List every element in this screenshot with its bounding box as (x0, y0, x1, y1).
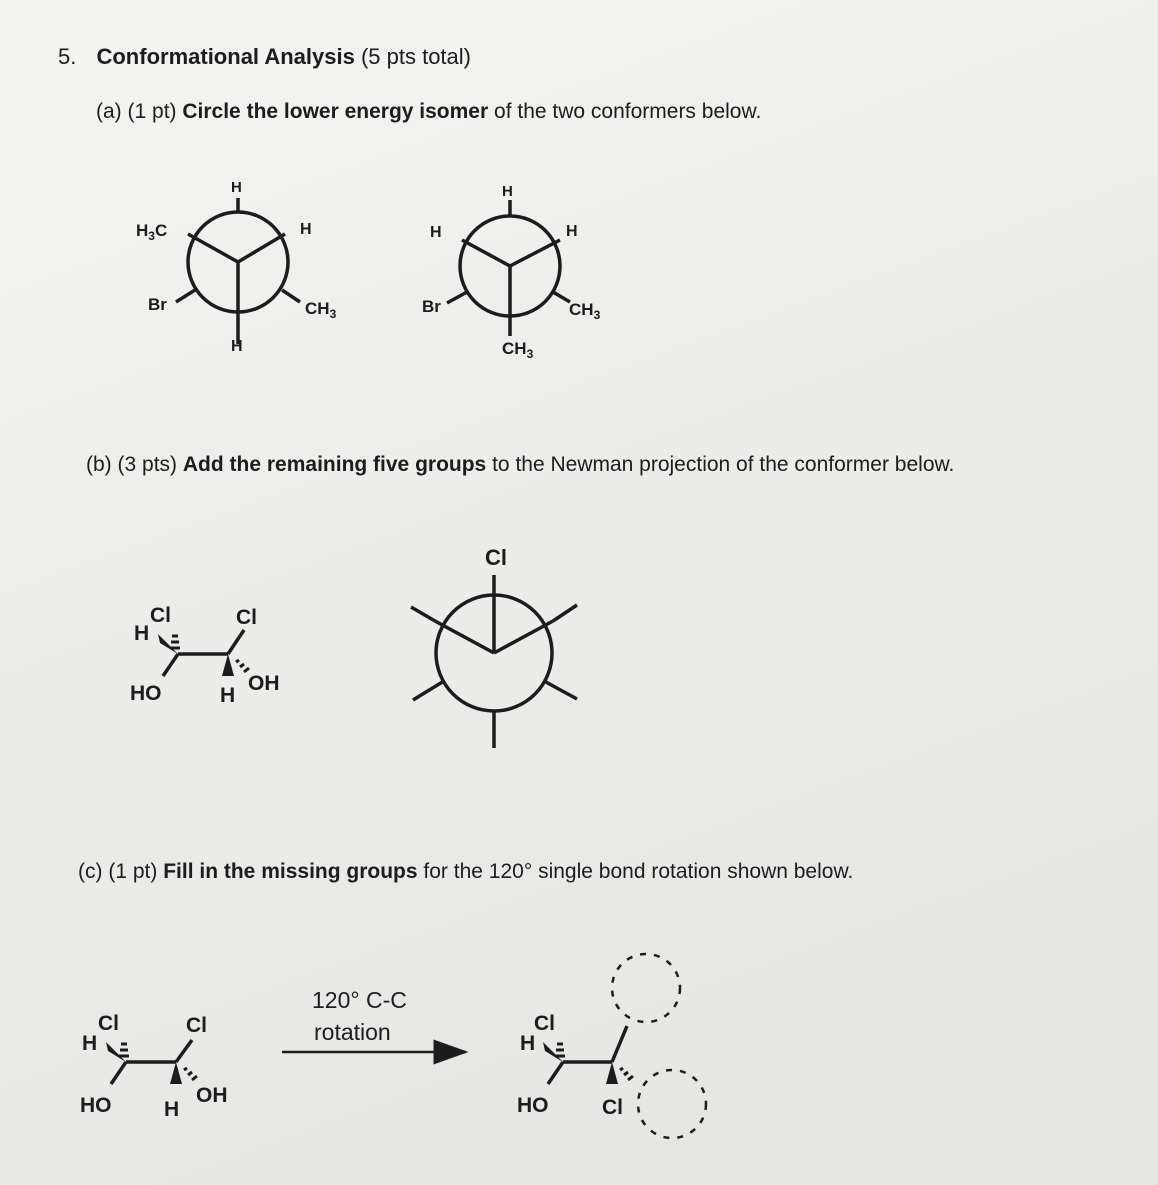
answer-circle-bottom[interactable] (638, 1070, 706, 1138)
part-c-left-c2-oh: OH (196, 1084, 228, 1107)
conformer-1-front-top: H (231, 179, 242, 196)
part-c-left-c1-ho: HO (80, 1094, 112, 1117)
part-b-newman[interactable] (411, 575, 577, 748)
part-b-newman-given-cl: Cl (485, 545, 507, 570)
part-c-right-labels (517, 1012, 623, 1119)
part-c-left-labels (80, 1012, 228, 1121)
back-bond-lower-right (282, 290, 300, 302)
conformer-2-front-top: H (502, 183, 513, 200)
part-a-bold: Circle the lower energy isomer (182, 100, 489, 123)
part-c-mid: for the (423, 860, 483, 883)
part-a-label: (a) (96, 100, 122, 123)
part-b-bold: Add the remaining five groups (182, 453, 487, 476)
part-c-right-structure (548, 1026, 633, 1084)
part-c-left-wedge-h2 (170, 1062, 182, 1084)
part-c-bold: Fill in the missing groups (163, 860, 418, 883)
question-number: 5. (58, 44, 77, 69)
conformer-1-back-upper-left: $H_3C$ (136, 221, 168, 243)
question-points: (5 pts total) (360, 44, 471, 69)
part-a-points: (1 pt) (127, 100, 177, 123)
part-c-points: (1 pt) (108, 860, 158, 883)
conformer-2-back-upper-left: H (430, 224, 442, 241)
part-b-label: (b) (86, 453, 112, 476)
part-c-left-c1-cl: Cl (98, 1012, 119, 1035)
part-c-right-wedge (606, 1062, 618, 1084)
arrow-label-line2: rotation (314, 1019, 391, 1045)
conformer-2-back-upper-right: H (566, 223, 578, 240)
part-c-left-c2-cl: Cl (186, 1014, 207, 1037)
answer-circle-top[interactable] (612, 954, 680, 1022)
part-b-c2-oh: OH (248, 672, 280, 695)
conformer-2-back-bottom: $CH_3$ (502, 339, 534, 361)
part-c-right-c2-cl: Cl (602, 1096, 623, 1119)
part-b-points: (3 pts) (117, 453, 178, 476)
part-b-wedge-h2 (222, 654, 234, 676)
part-c-right-c1-cl: Cl (534, 1012, 555, 1035)
part-b-c1-h: H (134, 622, 150, 645)
part-a-rest: of the two conformers below. (494, 100, 762, 123)
part-b-structure (163, 630, 249, 676)
front-bond-upper-right (238, 234, 285, 262)
conformer-1-back-upper-right: H (300, 221, 312, 238)
part-b-c1-cl: Cl (150, 604, 171, 627)
conformer-2-front-left: Br (422, 297, 441, 316)
newman-conformer-2[interactable] (447, 200, 570, 336)
back-bond-lower-left (176, 290, 195, 302)
front-bond-upper-left (188, 234, 238, 262)
part-c-left-c1-h: H (82, 1032, 98, 1055)
part-c-left-structure (111, 1040, 197, 1084)
conformer-1-back-bottom: H (231, 338, 243, 355)
part-c-label: (c) (78, 860, 103, 883)
arrow-label-line1: 120° C-C (312, 987, 407, 1013)
part-c-right-c1-h: H (520, 1032, 536, 1055)
part-b-c2-h: H (220, 684, 236, 707)
part-c-right-c1-ho: HO (517, 1094, 549, 1117)
part-c-angle: 120° (488, 860, 533, 883)
conformer-2-front-right: $CH_3$ (569, 300, 601, 322)
part-b-c1-ho: HO (130, 682, 162, 705)
part-c-rest: single bond rotation shown below. (538, 860, 854, 883)
part-b-rest: to the Newman projection of the conformer below. (492, 453, 955, 476)
question-title: Conformational Analysis (96, 44, 355, 69)
conformer-1-front-left: Br (148, 295, 167, 314)
conformer-1-front-right: $CH_3$ (305, 299, 337, 321)
part-b-c2-cl: Cl (236, 606, 257, 629)
newman-conformer-1[interactable] (176, 198, 300, 344)
part-c-left-c2-h: H (164, 1098, 180, 1121)
